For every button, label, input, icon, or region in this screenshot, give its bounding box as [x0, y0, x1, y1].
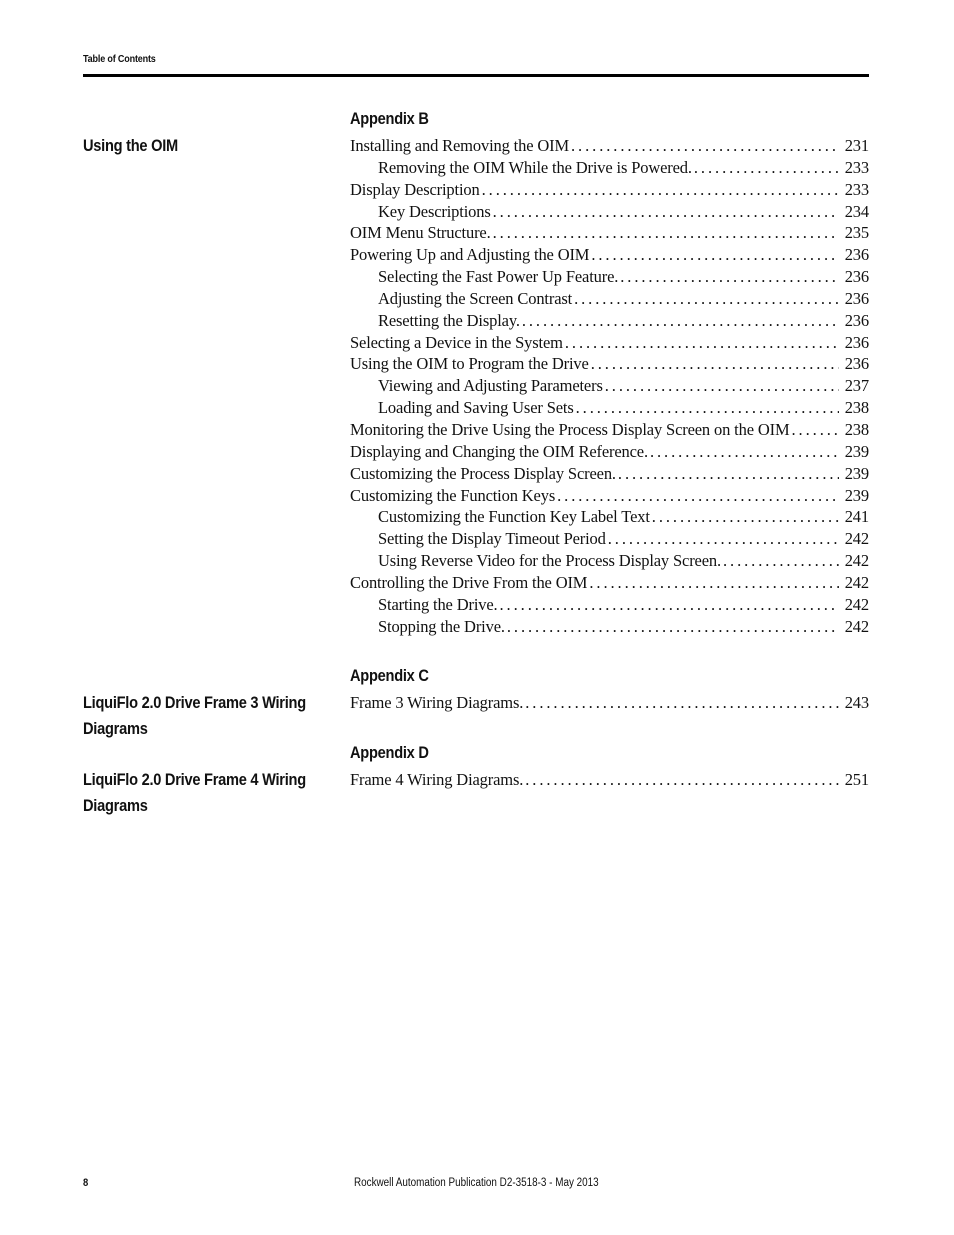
- toc-entry[interactable]: [350, 311, 869, 333]
- section-label-frame-4-wiring: LiquiFlo 2.0 Drive Frame 4 Wiring Diagrams: [83, 770, 306, 815]
- toc-entry-page: 231: [844, 136, 869, 155]
- toc-entry[interactable]: [350, 486, 869, 508]
- toc-dot-leader: [571, 136, 839, 156]
- toc-entry-page: 236: [844, 354, 869, 374]
- toc-entry-title: Loading and Saving User Sets: [378, 398, 574, 418]
- toc-entry-page: 242: [844, 529, 869, 549]
- toc-dot-leader: [620, 267, 838, 287]
- toc-dot-leader: [650, 442, 839, 462]
- footer-page-number: 8: [83, 1177, 89, 1189]
- toc-entry-title: Frame 3 Wiring Diagrams.: [350, 693, 524, 712]
- toc-entry-title: Powering Up and Adjusting the OIM: [350, 245, 590, 265]
- toc-entry[interactable]: [350, 136, 869, 158]
- toc-entry-page: 236: [844, 310, 869, 330]
- toc-entry-title: Viewing and Adjusting Parameters: [378, 376, 603, 396]
- toc-dot-leader: [605, 376, 839, 396]
- toc-entry-title: Customizing the Function Key Label Text: [378, 507, 650, 527]
- toc-dot-leader: [591, 354, 839, 374]
- toc-dot-leader: [493, 223, 839, 243]
- toc-entry-title: Display Description: [350, 179, 480, 199]
- appendix-b-heading: Appendix B: [350, 109, 429, 128]
- toc-entry-title: Removing the OIM While the Drive is Powered.: [378, 157, 692, 177]
- toc-entry-page: 242: [844, 551, 869, 571]
- toc-entry-page: 237: [844, 376, 869, 396]
- toc-entry-title: Starting the Drive.: [378, 594, 498, 614]
- toc-dot-leader: [522, 311, 839, 331]
- toc-dot-leader: [574, 289, 839, 309]
- header-rule: [83, 74, 869, 77]
- toc-dot-leader: [591, 245, 838, 265]
- toc-entry-title: Key Descriptions: [378, 201, 491, 221]
- toc-entry-title: Resetting the Display.: [378, 310, 520, 330]
- toc-entry-page: 242: [844, 572, 869, 592]
- toc-entry[interactable]: [350, 529, 869, 551]
- toc-entry-page: 238: [844, 419, 869, 439]
- toc-entry-page: 236: [844, 267, 869, 287]
- toc-list-appendix-d: [350, 770, 869, 792]
- toc-entry-title: OIM Menu Structure.: [350, 223, 491, 243]
- toc-entry[interactable]: [350, 289, 869, 311]
- appendix-d-heading: Appendix D: [350, 743, 429, 762]
- toc-dot-leader: [482, 180, 839, 200]
- toc-entry-page: 234: [844, 201, 869, 221]
- toc-entry-page: 236: [844, 288, 869, 308]
- toc-entry[interactable]: [350, 770, 869, 792]
- toc-list-appendix-b: [350, 136, 869, 638]
- toc-entry-title: Frame 4 Wiring Diagrams.: [350, 770, 524, 789]
- toc-dot-leader: [608, 529, 839, 549]
- toc-entry-title: Displaying and Changing the OIM Reference.: [350, 441, 648, 461]
- toc-entry-title: Monitoring the Drive Using the Process Display Screen on the OIM: [350, 419, 790, 439]
- toc-entry-page: 238: [844, 398, 869, 418]
- toc-entry-page: 233: [844, 179, 869, 199]
- toc-dot-leader: [525, 770, 838, 790]
- toc-dot-leader: [723, 551, 839, 571]
- toc-entry-page: 236: [844, 332, 869, 352]
- toc-entry-page: 241: [844, 507, 869, 527]
- toc-dot-leader: [694, 158, 839, 178]
- toc-entry-title: Controlling the Drive From the OIM: [350, 572, 588, 592]
- toc-entry[interactable]: [350, 464, 869, 486]
- toc-entry[interactable]: [350, 420, 869, 442]
- toc-entry[interactable]: [350, 223, 869, 245]
- toc-entry-title: Stopping the Drive.: [378, 616, 505, 636]
- toc-dot-leader: [507, 617, 839, 637]
- toc-entry-title: Customizing the Function Keys: [350, 485, 556, 505]
- toc-dot-leader: [576, 398, 839, 418]
- toc-entry[interactable]: [350, 245, 869, 267]
- toc-dot-leader: [565, 333, 839, 353]
- toc-entry-title: Customizing the Process Display Screen.: [350, 463, 616, 483]
- section-label-frame-3-wiring: LiquiFlo 2.0 Drive Frame 3 Wiring Diagrams: [83, 693, 306, 738]
- toc-dot-leader: [525, 693, 838, 713]
- toc-entry-title: Selecting the Fast Power Up Feature.: [378, 267, 619, 287]
- toc-entry-page: 236: [844, 245, 869, 265]
- toc-entry-page: 242: [844, 616, 869, 636]
- section-label-using-the-oim: Using the OIM: [83, 136, 178, 155]
- toc-list-appendix-c: [350, 693, 869, 715]
- toc-entry[interactable]: [350, 158, 869, 180]
- toc-entry-title: Selecting a Device in the System: [350, 332, 563, 352]
- toc-entry-page: 242: [844, 594, 869, 614]
- toc-entry[interactable]: [350, 376, 869, 398]
- toc-entry-title: Using Reverse Video for the Process Display Screen.: [378, 551, 721, 571]
- toc-entry[interactable]: [350, 202, 869, 224]
- toc-entry-title: Installing and Removing the OIM: [350, 136, 569, 155]
- toc-entry-page: 239: [844, 463, 869, 483]
- toc-entry[interactable]: [350, 354, 869, 376]
- toc-entry-page: 233: [844, 157, 869, 177]
- running-head: Table of Contents: [83, 53, 156, 65]
- appendix-c-heading: Appendix C: [350, 666, 429, 685]
- toc-entry-page: 239: [844, 485, 869, 505]
- toc-entry[interactable]: [350, 595, 869, 617]
- toc-entry[interactable]: [350, 442, 869, 464]
- toc-entry-page: 251: [844, 770, 869, 789]
- toc-dot-leader: [500, 595, 839, 615]
- toc-entry-page: 243: [844, 693, 869, 712]
- toc-dot-leader: [618, 464, 839, 484]
- toc-entry[interactable]: [350, 551, 869, 573]
- toc-entry-page: 235: [844, 223, 869, 243]
- toc-entry[interactable]: [350, 507, 869, 529]
- toc-entry-title: Using the OIM to Program the Drive: [350, 354, 589, 374]
- footer-publication: Rockwell Automation Publication D2-3518-3 - May 2013: [354, 1177, 599, 1189]
- toc-entry[interactable]: [350, 617, 869, 639]
- toc-entry-title: Adjusting the Screen Contrast: [378, 288, 573, 308]
- toc-entry[interactable]: [350, 180, 869, 202]
- toc-dot-leader: [589, 573, 838, 593]
- toc-entry-page: 239: [844, 441, 869, 461]
- toc-dot-leader: [557, 486, 839, 506]
- toc-dot-leader: [792, 420, 839, 440]
- toc-entry[interactable]: [350, 693, 869, 715]
- toc-entry[interactable]: [350, 398, 869, 420]
- toc-entry[interactable]: [350, 333, 869, 355]
- toc-dot-leader: [652, 507, 839, 527]
- toc-entry[interactable]: [350, 573, 869, 595]
- toc-entry-title: Setting the Display Timeout Period: [378, 529, 606, 549]
- toc-dot-leader: [493, 202, 839, 222]
- toc-entry[interactable]: [350, 267, 869, 289]
